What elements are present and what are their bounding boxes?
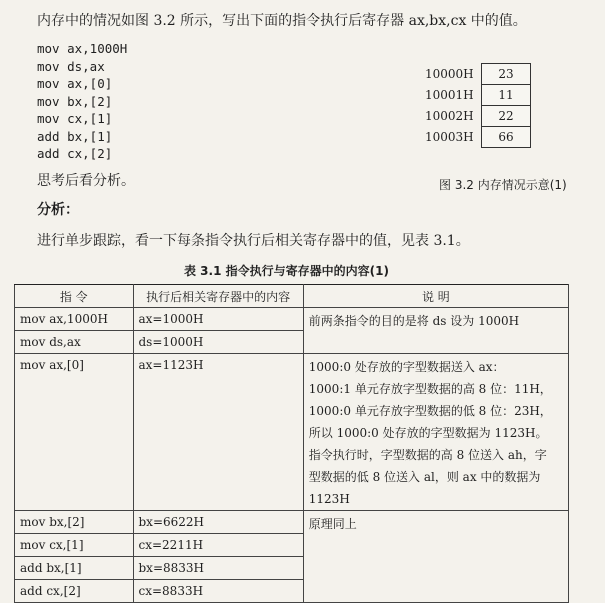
memory-value: 23 xyxy=(482,64,531,85)
memory-address: 10003H xyxy=(425,130,474,144)
description-cell: 原理同上 xyxy=(303,511,568,603)
description-line: 1000:1 单元存放字型数据的高 8 位：11H， xyxy=(308,382,552,396)
header-register: 执行后相关寄存器中的内容 xyxy=(133,285,303,308)
register-cell: cx=2211H xyxy=(133,534,303,557)
think-text: 思考后看分析。 xyxy=(37,173,135,189)
instruction-cell: add cx,[2] xyxy=(15,580,134,603)
register-cell: ax=1000H xyxy=(133,308,303,331)
intro-text: 内存中的情况如图 3.2 所示，写出下面的指令执行后寄存器 ax,bx,cx 中的值。 xyxy=(37,13,527,29)
instruction-cell: mov ax,[0] xyxy=(15,354,134,511)
description-line: 1123H xyxy=(308,492,350,506)
instruction-cell: mov cx,[1] xyxy=(15,534,134,557)
code-line: mov ax,[0] xyxy=(37,76,113,91)
description-cell: 前两条指令的目的是将 ds 设为 1000H xyxy=(303,308,568,354)
steps-text: 进行单步跟踪，看一下每条指令执行后相关寄存器中的值，见表 3.1。 xyxy=(37,233,470,249)
instruction-cell: mov ds,ax xyxy=(15,331,134,354)
description-cell xyxy=(303,354,568,511)
memory-value: 22 xyxy=(482,106,531,127)
memory-cell-row xyxy=(425,85,531,106)
memory-value: 66 xyxy=(482,127,531,148)
header-instruction: 指 令 xyxy=(15,285,134,308)
code-line: mov bx,[2] xyxy=(37,93,113,109)
table-row xyxy=(15,308,569,331)
memory-diagram xyxy=(425,63,531,148)
code-line: mov ax,1000H xyxy=(37,41,128,56)
code-line: add bx,[1] xyxy=(37,128,113,144)
description-line: 1000:0 单元存放字型数据的低 8 位：23H， xyxy=(308,404,552,418)
analysis-heading: 分析： xyxy=(37,202,79,218)
table-header-row xyxy=(15,285,569,308)
description-line: 所以 1000:0 处存放的字型数据为 1123H。 xyxy=(308,426,548,440)
code-line: mov ds,ax xyxy=(37,58,105,74)
register-cell: bx=8833H xyxy=(133,557,303,580)
memory-address: 10001H xyxy=(425,88,474,102)
register-cell: ax=1123H xyxy=(133,354,303,511)
description-line: 1000:0 处存放的字型数据送入 ax： xyxy=(308,360,505,374)
table-row xyxy=(15,511,569,534)
register-cell: cx=8833H xyxy=(133,580,303,603)
instruction-cell: mov ax,1000H xyxy=(15,308,134,331)
description-line: 指令执行时，字型数据的高 8 位送入 ah，字 xyxy=(308,448,547,462)
instruction-cell: add bx,[1] xyxy=(15,557,134,580)
table-row xyxy=(15,354,569,511)
instruction-cell: mov bx,[2] xyxy=(15,511,134,534)
table-title: 表 3.1 指令执行与寄存器中的内容(1) xyxy=(184,264,389,278)
code-listing xyxy=(37,40,127,163)
memory-address: 10002H xyxy=(425,109,474,123)
register-cell: ds=1000H xyxy=(133,331,303,354)
memory-cell-row xyxy=(425,64,531,85)
description-line: 型数据的低 8 位送入 al，则 ax 中的数据为 xyxy=(308,470,541,484)
code-line: add cx,[2] xyxy=(37,146,113,161)
figure-caption: 图 3.2 内存情况示意(1) xyxy=(439,178,567,192)
header-description: 说 明 xyxy=(303,285,568,308)
register-cell: bx=6622H xyxy=(133,511,303,534)
memory-cell-row xyxy=(425,127,531,148)
memory-address: 10000H xyxy=(425,67,474,81)
memory-value: 11 xyxy=(482,85,531,106)
memory-cell-row xyxy=(425,106,531,127)
instruction-table xyxy=(14,284,569,603)
code-line: mov cx,[1] xyxy=(37,111,113,126)
